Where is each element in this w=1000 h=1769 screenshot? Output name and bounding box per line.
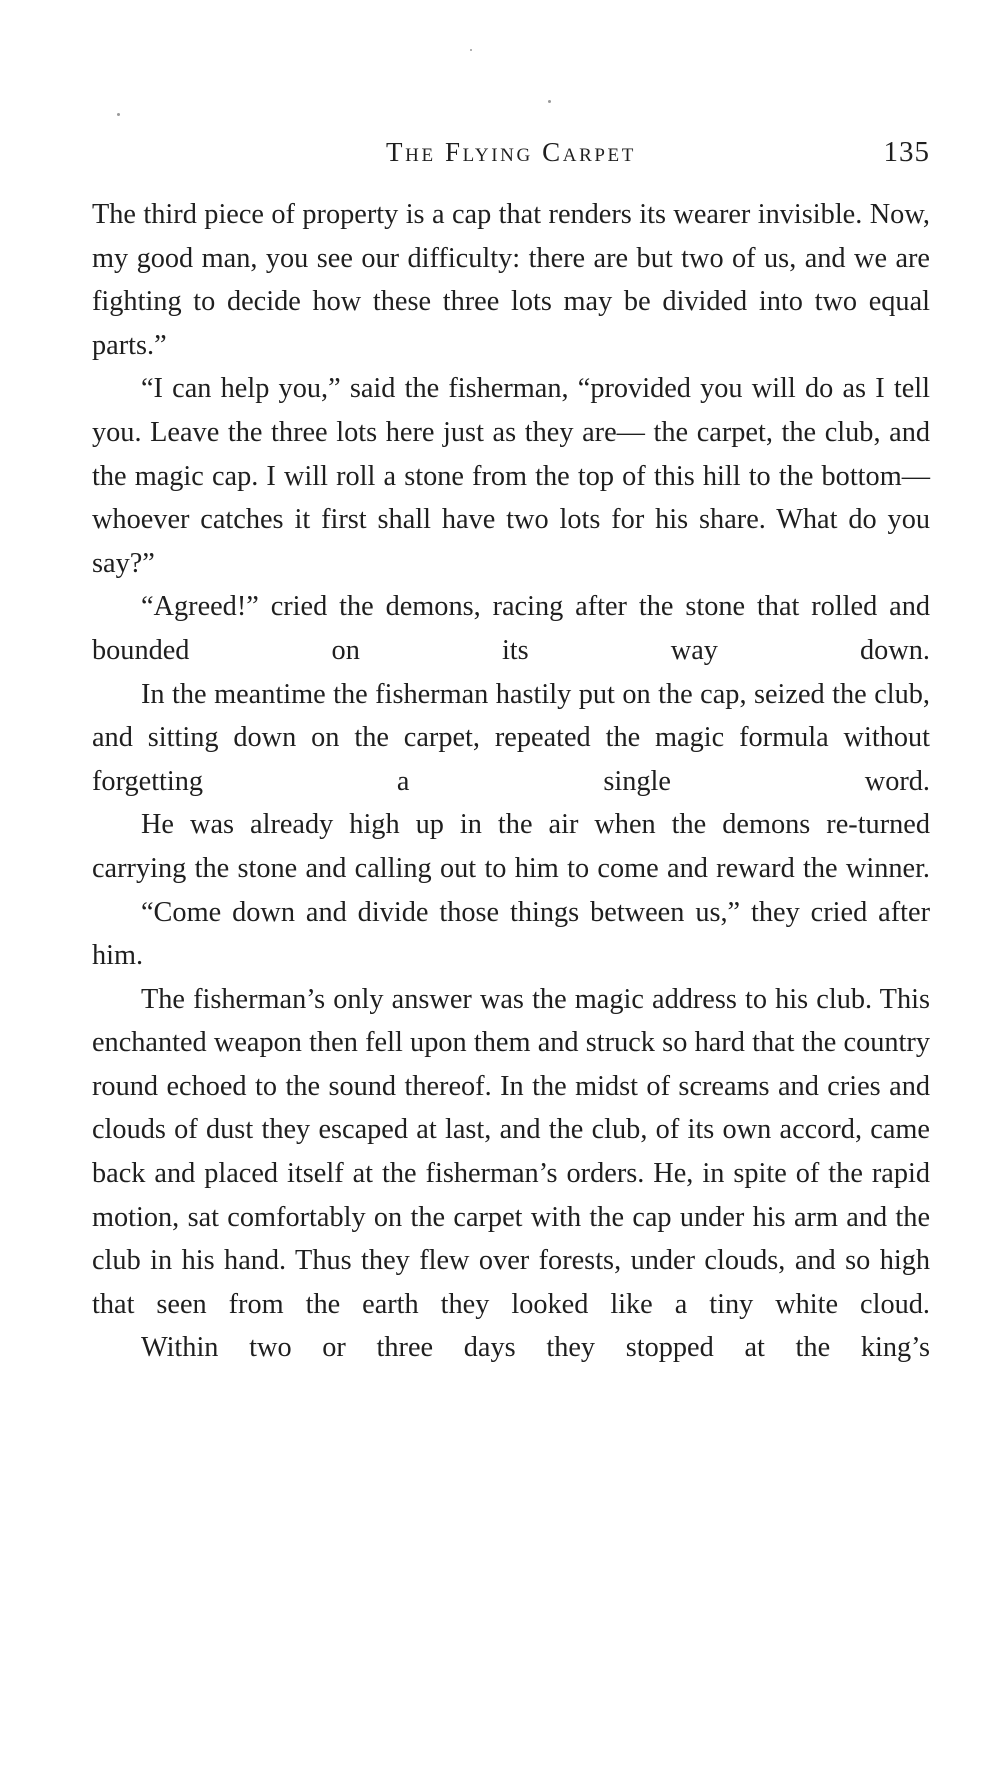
paragraph: The third piece of property is a cap that renders its wearer invisible. Now, my good man, you see our difficulty: there are but two of us, and we are fighting to decide how these three lots may be divided into two equal parts.” [92, 199, 930, 361]
paragraph: The fisherman’s only answer was the magic address to his club. This enchanted weapon then fell upon them and struck so hard that the country round echoed to the sound thereof. In the midst of screams and cries and clouds of dust they escaped at last, and the club, of its own accord, came back and placed itself at the fisherman’s orders. He, in spite of the rapid motion, sat comfortably on the carpet with the cap under his arm and the club in his hand. Thus they flew over forests, under clouds, and so high that seen from the earth they looked like a tiny white cloud. [92, 983, 930, 1320]
paragraph: In the meantime the fisherman hastily put on the cap, seized the club, and sitting down on the carpet, repeated the magic formula without forgetting a single word. [92, 678, 930, 797]
running-header [92, 132, 930, 172]
scan-speck [548, 100, 551, 103]
paragraph: Within two or three days they stopped at the king’s [141, 1332, 930, 1364]
body-text [92, 193, 930, 1370]
paragraph: “I can help you,” said the fisherman, “provided you will do as I tell you. Leave the three lots here just as they are— the carpet, the club, and the magic cap. I will roll a stone from the top of this hill to the bottom—whoever catches it first shall have two lots for his share. What do you say?” [92, 373, 930, 579]
paragraph: He was already high up in the air when the demons re-turned carrying the stone and calling out to him to come and reward the winner. [92, 809, 930, 884]
page-number: 135 [883, 136, 930, 168]
paragraph: “Agreed!” cried the demons, racing after the stone that rolled and bounded on its way down. [92, 591, 930, 666]
scan-speck [117, 113, 120, 116]
paragraph: “Come down and divide those things between us,” they cried after him. [92, 896, 930, 972]
page-title: The Flying Carpet [386, 137, 636, 167]
scan-speck [470, 49, 472, 51]
